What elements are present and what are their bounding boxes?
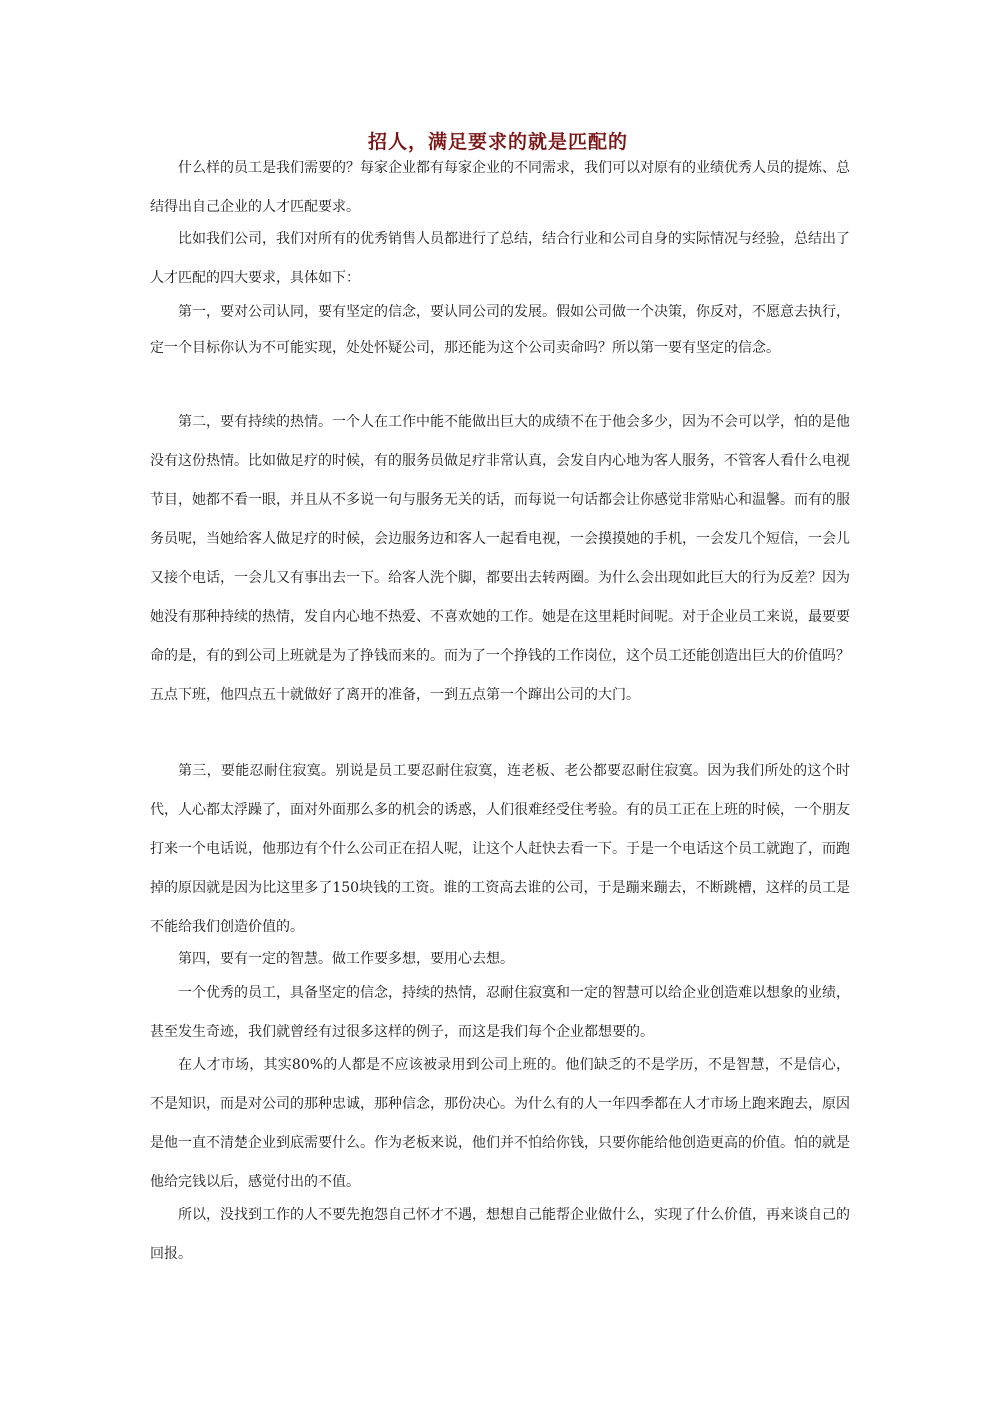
paragraph-company-summary: 比如我们公司，我们对所有的优秀销售人员都进行了总结，结合行业和公司自身的实际情况与经验，总结出了人才匹配的四大要求，具体如下： xyxy=(150,231,850,286)
paragraph-intro: 什么样的员工是我们需要的？每家企业都有每家企业的不同需求，我们可以对原有的业绩优秀人员的提炼、总结得出自己企业的人才匹配要求。 xyxy=(150,160,850,215)
paragraph-excellent-employee: 一个优秀的员工，具备坚定的信念，持续的热情，忍耐住寂寞和一定的智慧可以给企业创造难以想象的业绩，甚至发生奇迹，我们就曾经有过很多这样的例子，而这是我们每个企业都想要的。 xyxy=(150,985,850,1040)
paragraph-requirement-4: 第四，要有一定的智慧。做工作要多想，要用心去想。 xyxy=(178,951,514,967)
document-title: 招人，满足要求的就是匹配的 xyxy=(367,131,628,153)
paragraph-requirement-1: 第一，要对公司认同，要有坚定的信念，要认同公司的发展。假如公司做一个决策，你反对，不愿意去执行，定一个目标你认为不可能实现，处处怀疑公司，那还能为这个公司卖命吗？所以第一要有坚定的信念。 xyxy=(150,304,850,356)
paragraph-requirement-3: 第三，要能忍耐住寂寞。别说是员工要忍耐住寂寞，连老板、老公都要忍耐住寂寞。因为我们所处的这个时代，人心都太浮躁了，面对外面那么多的机会的诱惑，人们很难经受住考验。有的员工正在上班的时候，一个朋友打来一个电话说，他那边有个什么公司正在招人呢，让这个人赶快去看一下。于是一个电话这个员工就跑了，而跑掉的原因就是因为比这里多了150块钱的工资。谁的工资高去谁的公司，于是蹦来蹦去，不断跳槽，这样的员工是不能给我们创造价值的。 xyxy=(150,763,850,935)
paragraph-requirement-2: 第二，要有持续的热情。一个人在工作中能不能做出巨大的成绩不在于他会多少，因为不会可以学，怕的是他没有这份热情。比如做足疗的时候，有的服务员做足疗非常认真，会发自内心地为客人服务，不管客人看什么电视节目，她都不看一眼，并且从不多说一句与服务无关的话，而每说一句话都会让你感觉非常贴心和温馨。而有的服务员呢，当她给客人做足疗的时候，会边服务边和客人一起看电视，一会摸摸她的手机，一会发几个短信，一会儿又接个电话，一会儿又有事出去一下。给客人洗个脚，都要出去转两圈。为什么会出现如此巨大的行为反差？因为她没有那种持续的热情，发自内心地不热爱、不喜欢她的工作。她是在这里耗时间呢。对于企业员工来说，最要要命的是，有的到公司上班就是为了挣钱而来的。而为了一个挣钱的工作岗位，这个员工还能创造出巨大的价值吗？五点下班，他四点五十就做好了离开的准备，一到五点第一个蹿出公司的大门。 xyxy=(150,414,850,703)
paragraph-talent-market: 在人才市场，其实80%的人都是不应该被录用到公司上班的。他们缺乏的不是学历，不是智慧，不是信心，不是知识，而是对公司的那种忠诚，那种信念，那份决心。为什么有的人一年四季都在人才市场上跑来跑去，原因是他一直不清楚企业到底需要什么。作为老板来说，他们并不怕给你钱，只要你能给他创造更高的价值。怕的就是他给完钱以后，感觉付出的不值。 xyxy=(150,1057,850,1190)
paragraph-conclusion: 所以，没找到工作的人不要先抱怨自己怀才不遇，想想自己能帮企业做什么，实现了什么价值，再来谈自己的回报。 xyxy=(150,1207,850,1262)
